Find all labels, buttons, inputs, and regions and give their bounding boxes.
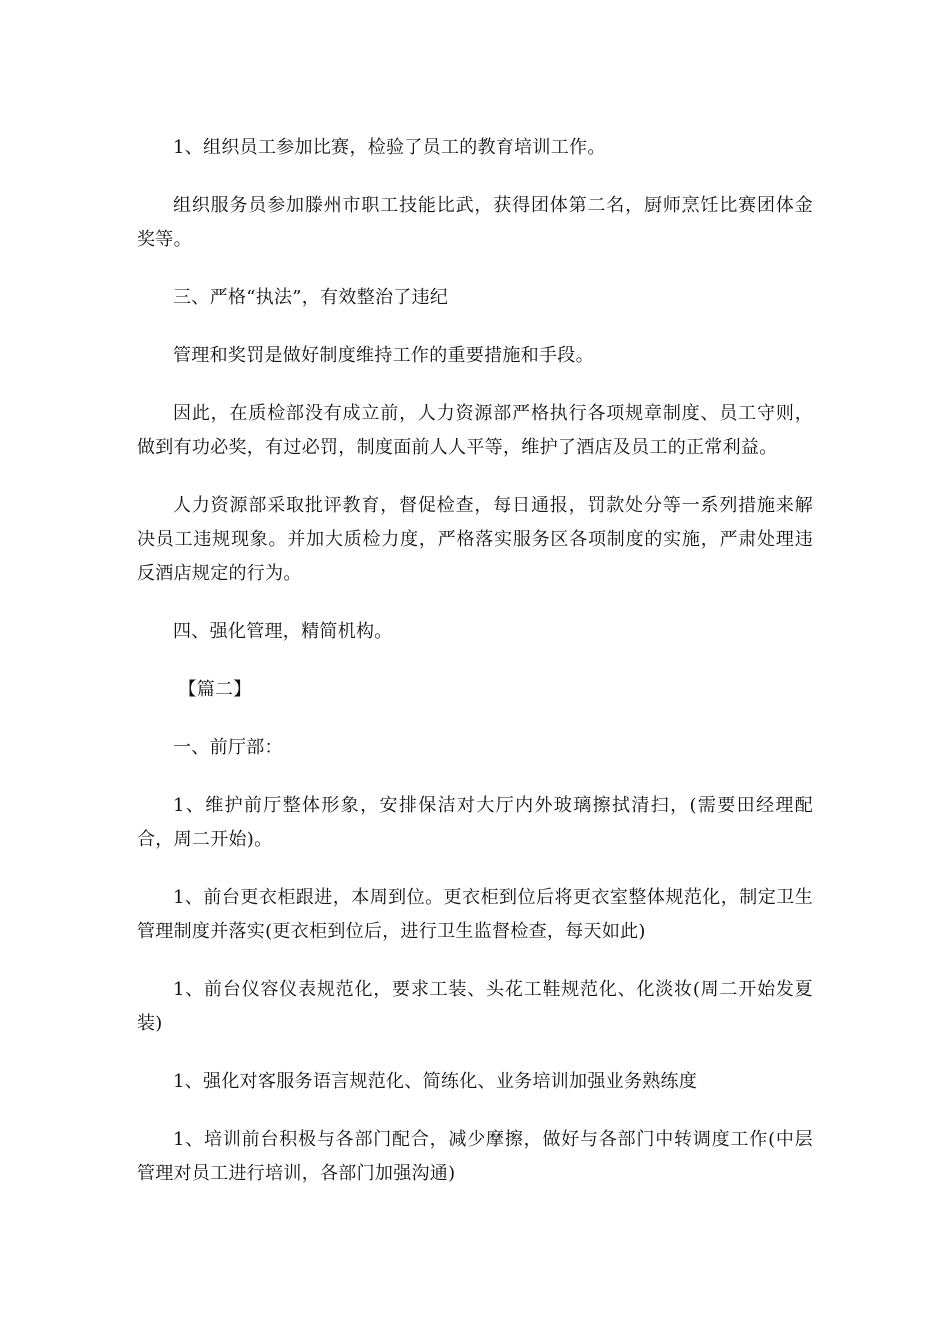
paragraph-competition: 1、组织员工参加比赛，检验了员工的教育培训工作。: [173, 137, 606, 158]
paragraph-lobby-image: 1、维护前厅整体形象，安排保洁对大厅内外玻璃擦拭清扫，(需要田经理配合，周二开始)。: [137, 795, 813, 850]
paragraph-service-language: 1、强化对客服务语言规范化、简练化、业务培训加强业务熟练度: [173, 1071, 698, 1092]
paragraph-lockers: 1、前台更衣柜跟进，本周到位。更衣柜到位后将更衣室整体规范化，制定卫生管理制度并落实(更衣柜到位后，进行卫生监督检查，每天如此): [137, 887, 813, 942]
section-heading-four: 四、强化管理，精简机构。: [173, 621, 393, 642]
paragraph-hr-rules: 因此，在质检部没有成立前，人力资源部严格执行各项规章制度、员工守则，做到有功必奖，有过必罚，制度面前人人平等，维护了酒店及员工的正常利益。: [137, 403, 813, 458]
paragraph-hr-measures: 人力资源部采取批评教育，督促检查，每日通报，罚款处分等一系列措施来解决员工违规现象。并加大质检力度，严格落实服务区各项制度的实施，严肃处理违反酒店规定的行为。: [137, 495, 813, 584]
paragraph-appearance: 1、前台仪容仪表规范化，要求工装、头花工鞋规范化、化淡妆(周二开始发夏装): [137, 979, 813, 1034]
document-page: [137, 131, 813, 1215]
paragraph-management-rewards: 管理和奖罚是做好制度维持工作的重要措施和手段。: [173, 345, 594, 366]
section-marker-part-two: 【篇二】: [178, 679, 252, 700]
section-heading-front-office: 一、前厅部：: [173, 737, 283, 758]
paragraph-skills-contest: 组织服务员参加滕州市职工技能比武，获得团体第二名，厨师烹饪比赛团体金奖等。: [137, 195, 813, 250]
section-heading-three: 三、严格“执法”，有效整治了违纪: [173, 287, 449, 308]
paragraph-training-coordination: 1、培训前台积极与各部门配合，减少摩擦，做好与各部门中转调度工作(中层管理对员工进行培训，各部门加强沟通): [137, 1129, 813, 1184]
